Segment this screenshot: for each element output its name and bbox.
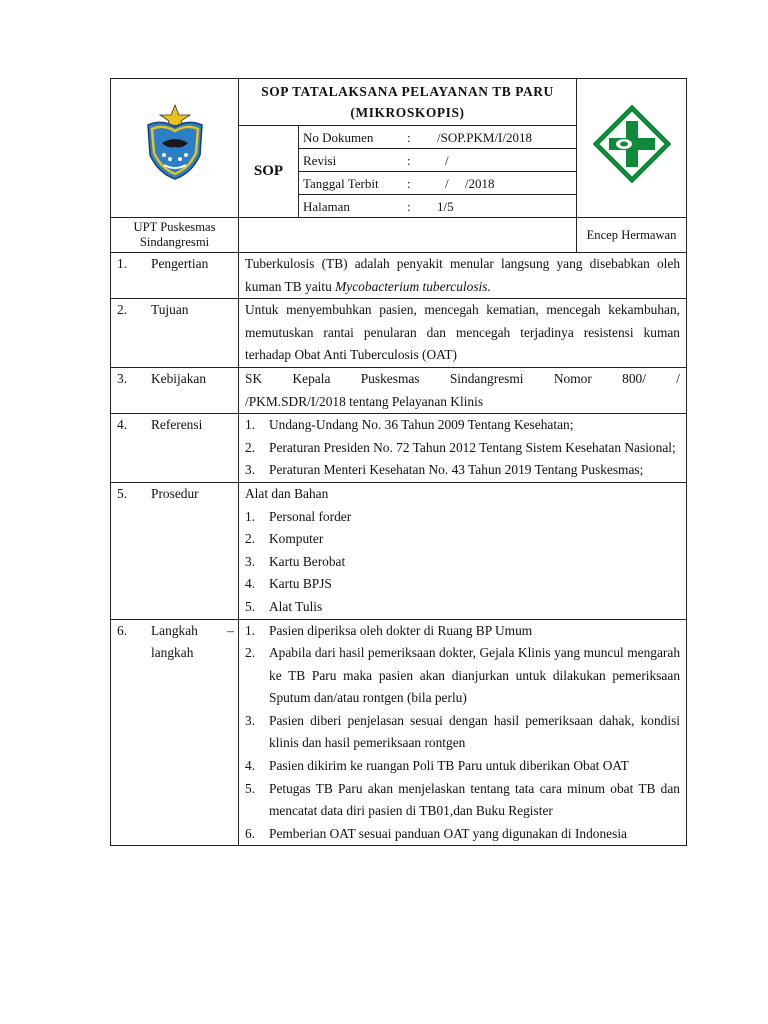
puskesmas-cross-icon [593,105,671,183]
meta-halaman: Halaman : 1/5 [299,195,576,218]
list-item: 1. Pasien diperiksa oleh dokter di Ruang BP Umum [245,622,533,638]
puskesmas-logo-cell [577,79,687,218]
meta-key: Halaman [303,198,350,214]
sop-document [110,78,686,846]
row-content: Alat dan Bahan 1. Personal forder 2. Komputer 3. Kartu Berobat 4. Kartu BPJS 5. Alat Tulis [239,482,687,619]
list-item: 5. Petugas TB Paru akan menjelaskan tentang tata cara minum obat TB dan mencatat data diri pasien di TB01,dan Buku Register [245,780,681,819]
list-item: 1. Undang-Undang No. 36 Tahun 2009 Tentang Kesehatan; [245,417,574,433]
list-item: 3. Pasien diberi penjelasan sesuai dengan hasil pemeriksaan dahak, kondisi klinis dan hasil pemeriksaan rontgen [245,712,681,751]
row-content [239,414,687,483]
row-content: Tuberkulosis (TB) adalah penyakit menular langsung yang disebabkan oleh kuman TB yaitu Mycobacterium tuberculosis. [239,253,687,299]
meta-block [299,126,577,218]
regency-crest-icon [134,103,216,185]
regency-crest-cell [111,79,239,218]
document-title: SOP TATALAKSANA PELAYANAN TB PARU (MIKROSKOPIS) [239,79,577,126]
meta-no-dokumen: No Dokumen : /SOP.PKM/I/2018 [299,126,576,149]
blank-cell [239,218,577,253]
row-content [239,619,687,846]
list-item: 4. Pasien dikirim ke ruangan Poli TB Paru untuk diberikan Obat OAT [245,758,629,774]
meta-value: 1/5 [437,198,454,214]
table-row: 5. Prosedur Alat dan Bahan 1. Personal forder 2. Komputer 3. Kartu Berobat 4. Kartu BPJS 5. Alat Tulis [111,482,687,619]
meta-key: Revisi [303,152,337,168]
row-content: SK Kepala Puskesmas Sindangresmi Nomor 800/ / /PKM.SDR/I/2018 tentang Pelayanan Klinis [239,367,687,413]
org-name: UPT Puskesmas Sindangresmi [111,218,239,253]
row-content: Untuk menyembuhkan pasien, mencegah kematian, mencegah kekambuhan, memutuskan rantai penularan dan mencegah terjadinya resistensi kuman terhadap Obat Anti Tuberculosis (OAT) [239,299,687,368]
row-label: Langkah – [151,622,234,638]
meta-revisi: Revisi : / [299,149,576,172]
list-item: 3. Kartu Berobat [245,553,346,569]
table-row: 2. Tujuan Untuk menyembuhkan pasien, mencegah kematian, mencegah kekambuhan, memutuskan rantai penularan dan mencegah terjadinya resistensi kuman terhadap Obat Anti Tuberculosis (OAT) [111,299,687,368]
list-item: 4. Kartu BPJS [245,576,332,592]
row-label: Tujuan [151,302,189,318]
row-label: Prosedur [151,485,199,501]
row-label: Pengertian [151,256,209,271]
signer-name: Encep Hermawan [577,218,687,253]
table-row: 1. Pengertian Tuberkulosis (TB) adalah penyakit menular langsung yang disebabkan oleh kuman TB yaitu Mycobacterium tuberculosis. [111,253,687,299]
list-item: 5. Alat Tulis [245,598,323,614]
row-label: Kebijakan [151,370,207,386]
meta-value: / [445,152,449,168]
table-row: 3. Kebijakan SK Kepala Puskesmas Sindangresmi Nomor 800/ / /PKM.SDR/I/2018 tentang Pelayanan Klinis [111,367,687,413]
sop-table [110,78,687,846]
list-item: 2. Komputer [245,531,324,547]
table-row: 4. Referensi 1. Undang-Undang No. 36 Tahun 2009 Tentang Kesehatan; 2. Peraturan Presiden No. 72 Tahun 2012 Tentang Sistem Kesehatan Nasional; 3. Peraturan Menteri Kesehatan No. 43 Tahun 2019 Tentang Puskesmas; [111,414,687,483]
list-item: 1. Personal forder [245,508,352,524]
table-row: 6. Langkah – langkah 1. Pasien diperiksa oleh dokter di Ruang BP Umum 2. Apabila dari hasil pemeriksaan dokter, Gejala Klinis yang muncul mengarah ke TB Paru maka pasien akan dianjurkan untuk dilakukan pemeriksaan Sputum dan/atau rontgen (bila perlu) 3. Pasien diberi penjelasan sesuai dengan hasil pemeriksaan dahak, kondisi klinis dan hasil pemeriksaan rontgen 4. Pasien dikirim ke ruangan Poli TB Paru untuk diberikan Obat OAT 5. Petugas TB Paru akan menjelaskan tentang tata cara minum obat TB dan mencatat data diri pasien di TB01,dan Buku Register 6. Pemberian OAT sesuai panduan OAT yang digunakan di Indonesia [111,619,687,846]
list-item: 3. Peraturan Menteri Kesehatan No. 43 Tahun 2019 Tentang Puskesmas; [245,462,644,478]
list-item: 6. Pemberian OAT sesuai panduan OAT yang digunakan di Indonesia [245,825,628,841]
meta-key: Tanggal Terbit [303,175,379,191]
meta-tanggal-terbit: Tanggal Terbit : / /2018 [299,172,576,195]
meta-value: / /2018 [445,175,495,191]
list-item: 2. Apabila dari hasil pemeriksaan dokter, Gejala Klinis yang muncul mengarah ke TB Paru maka pasien akan dianjurkan untuk dilakukan pemeriksaan Sputum dan/atau rontgen (bila perlu) [245,645,681,706]
list-item: 2. Peraturan Presiden No. 72 Tahun 2012 Tentang Sistem Kesehatan Nasional; [245,439,676,455]
meta-key: No Dokumen [303,129,374,145]
meta-value: /SOP.PKM/I/2018 [437,129,532,145]
row-label: Referensi [151,417,203,433]
sop-label: SOP [239,126,299,218]
